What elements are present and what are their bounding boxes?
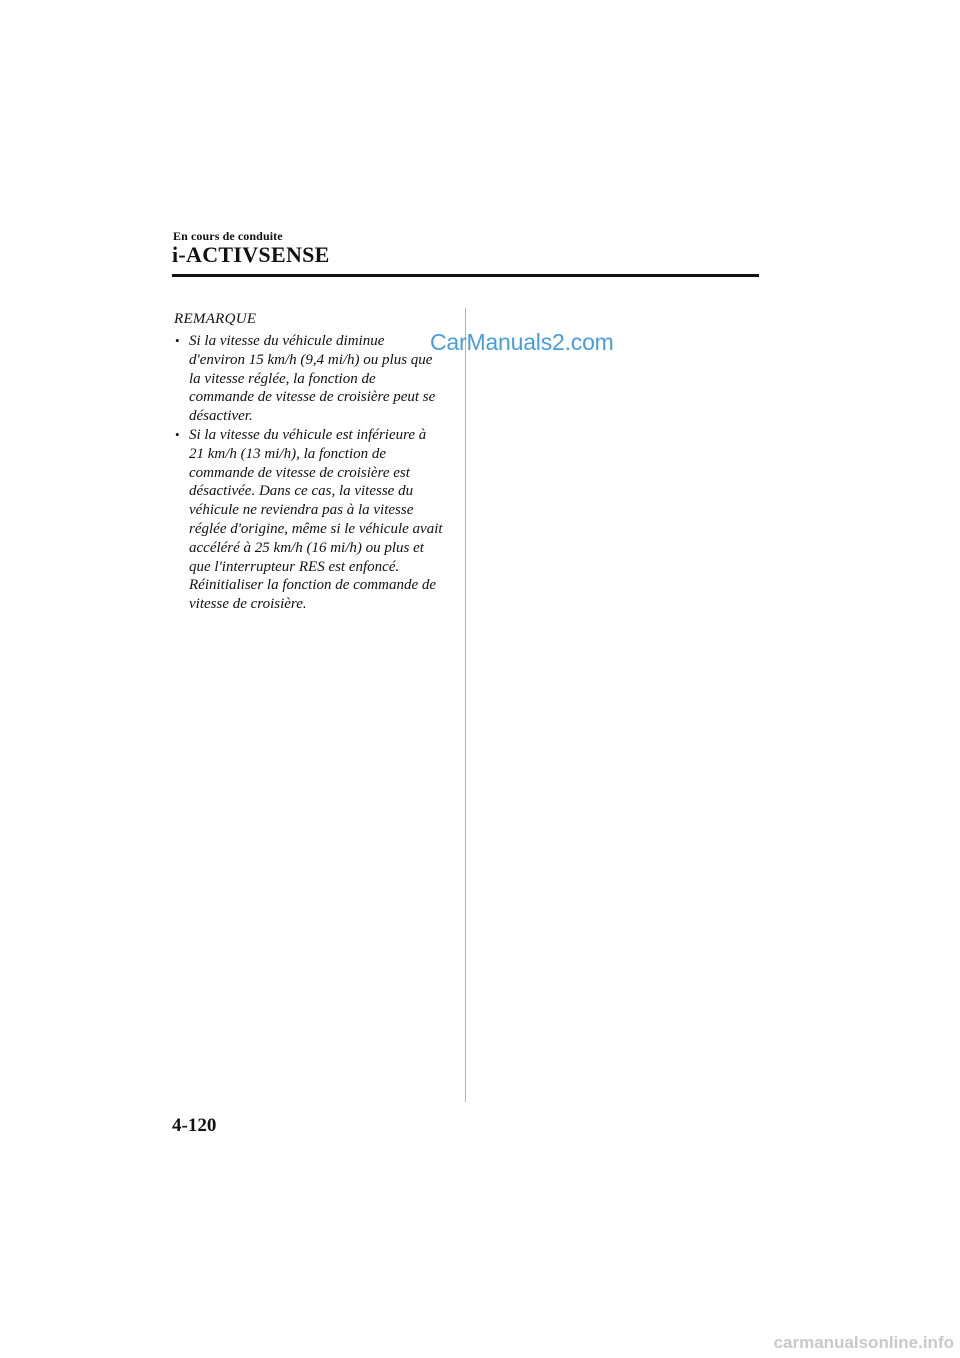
note-list: [174, 332, 444, 614]
watermark-logo-top[interactable]: CarManuals2.com: [430, 329, 614, 355]
note-item-text: Si la vitesse du véhicule est inférieure à 21 km/h (13 mi/h), la fonction de commande de vitesse de croisière est désactivée. Dans ce cas, la vitesse du véhicule ne reviendra pas à la vitesse réglée d'origine, même si le véhicule avait accéléré à 25 km/h (16 mi/h) ou plus et que l'interrupteur RES est enfoncé. Réinitialiser la fonction de commande de vitesse de croisière.: [189, 426, 443, 613]
chapter-title: i-ACTIVSENSE: [172, 242, 330, 267]
header-rule: [172, 274, 759, 277]
bullet-icon: •: [175, 333, 180, 348]
page-number: 4-120: [172, 1115, 217, 1136]
column-divider: [465, 308, 466, 1102]
section-label: En cours de conduite: [173, 229, 283, 243]
watermark-logo-bottom[interactable]: carmanualsonline.info: [773, 1333, 954, 1352]
bullet-icon: •: [175, 426, 180, 442]
note-item-text: Si la vitesse du véhicule diminue d'environ 15 km/h (9,4 mi/h) ou plus que la vitesse réglée, la fonction de commande de vitesse de croisière peut se désactiver.: [189, 333, 436, 425]
note-heading: REMARQUE: [174, 311, 257, 327]
note-box: [174, 311, 444, 614]
note-item: [174, 426, 444, 614]
note-item: [174, 332, 444, 426]
